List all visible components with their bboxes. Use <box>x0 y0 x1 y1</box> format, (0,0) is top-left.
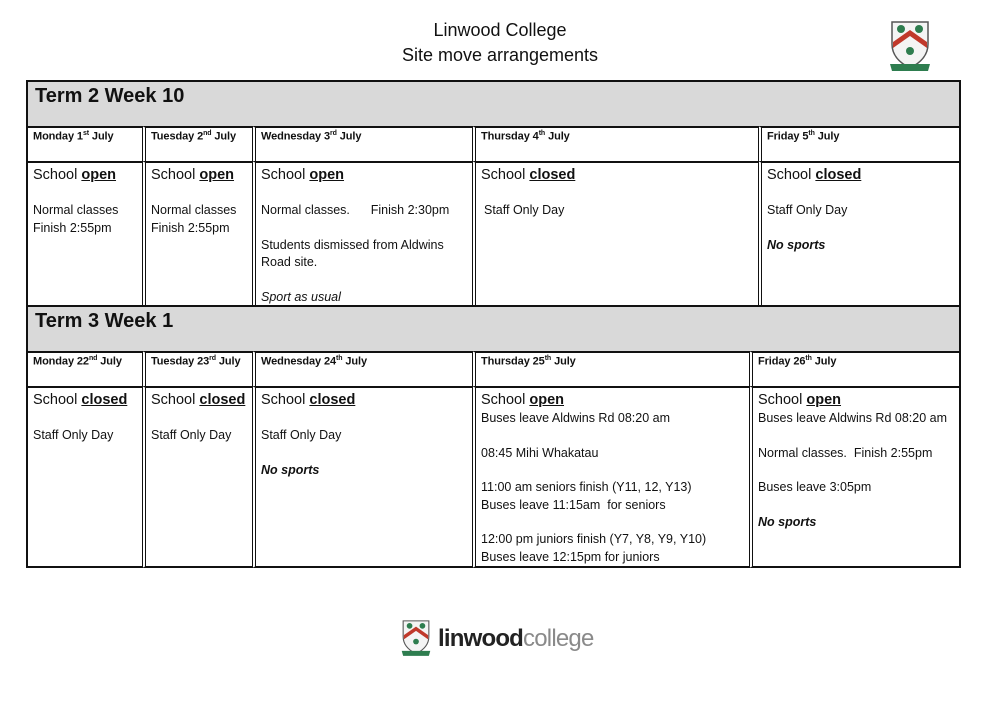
day-header-wednesday: Wednesday 3rd July <box>252 126 474 163</box>
sport-note: No sports <box>767 237 826 252</box>
sport-note: No sports <box>261 462 320 477</box>
day-cell-monday: School open Normal classes Finish 2:55pm <box>26 161 144 307</box>
status-badge: closed <box>309 392 356 408</box>
status-badge: closed <box>815 167 862 183</box>
sport-note: No sports <box>758 514 817 529</box>
day-cell-tuesday: School closed Staff Only Day <box>142 386 254 568</box>
status-badge: open <box>529 392 565 408</box>
status-badge: closed <box>199 392 246 408</box>
day-header-tuesday: Tuesday 23rd July <box>142 351 254 388</box>
day-header-monday: Monday 22nd July <box>26 351 144 388</box>
sport-note: Sport as usual <box>261 289 341 304</box>
day-cell-friday: School closed Staff Only Day No sports <box>758 161 961 307</box>
term-3-week-1-header: Term 3 Week 1 <box>26 305 961 353</box>
document-subtitle: Site move arrangements <box>401 45 599 65</box>
school-crest-icon <box>398 618 434 658</box>
day-cell-friday: School open Buses leave Aldwins Rd 08:20 am Normal classes. Finish 2:55pm Buses leave 3:05pm No sports <box>749 386 961 568</box>
day-cell-tuesday: School open Normal classes Finish 2:55pm <box>142 161 254 307</box>
day-header-thursday: Thursday 4th July <box>472 126 760 163</box>
day-header-wednesday: Wednesday 24th July <box>252 351 474 388</box>
day-cell-thursday: School open Buses leave Aldwins Rd 08:20 am 08:45 Mihi Whakatau 11:00 am seniors finish (Y11, 12, Y13) Buses leave 11:15am for seniors 12:00 pm juniors finish (Y7, Y8, Y9, Y10) Buses leave 12:15pm for juniors <box>472 386 751 568</box>
college-name: Linwood College <box>433 20 567 40</box>
day-header-thursday: Thursday 25th July <box>472 351 751 388</box>
status-badge: closed <box>529 167 576 183</box>
status-badge: closed <box>81 392 128 408</box>
day-header-friday: Friday 5th July <box>758 126 961 163</box>
day-cell-thursday: School closed Staff Only Day <box>472 161 760 307</box>
day-cell-monday: School closed Staff Only Day <box>26 386 144 568</box>
school-crest-icon <box>886 18 934 74</box>
day-header-monday: Monday 1st July <box>26 126 144 163</box>
document-title <box>0 18 1000 68</box>
status-badge: open <box>806 392 842 408</box>
status-badge: open <box>309 167 345 183</box>
status-badge: open <box>81 167 117 183</box>
day-header-friday: Friday 26th July <box>749 351 961 388</box>
status-badge: open <box>199 167 235 183</box>
day-cell-wednesday: School closed Staff Only Day No sports <box>252 386 474 568</box>
day-header-tuesday: Tuesday 2nd July <box>142 126 254 163</box>
day-cell-wednesday: School open Normal classes. Finish 2:30pm Students dismissed from Aldwins Road site. Sport as usual <box>252 161 474 307</box>
term-2-week-10-header: Term 2 Week 10 <box>26 80 961 128</box>
footer-logo: linwoodcollege <box>438 625 594 652</box>
